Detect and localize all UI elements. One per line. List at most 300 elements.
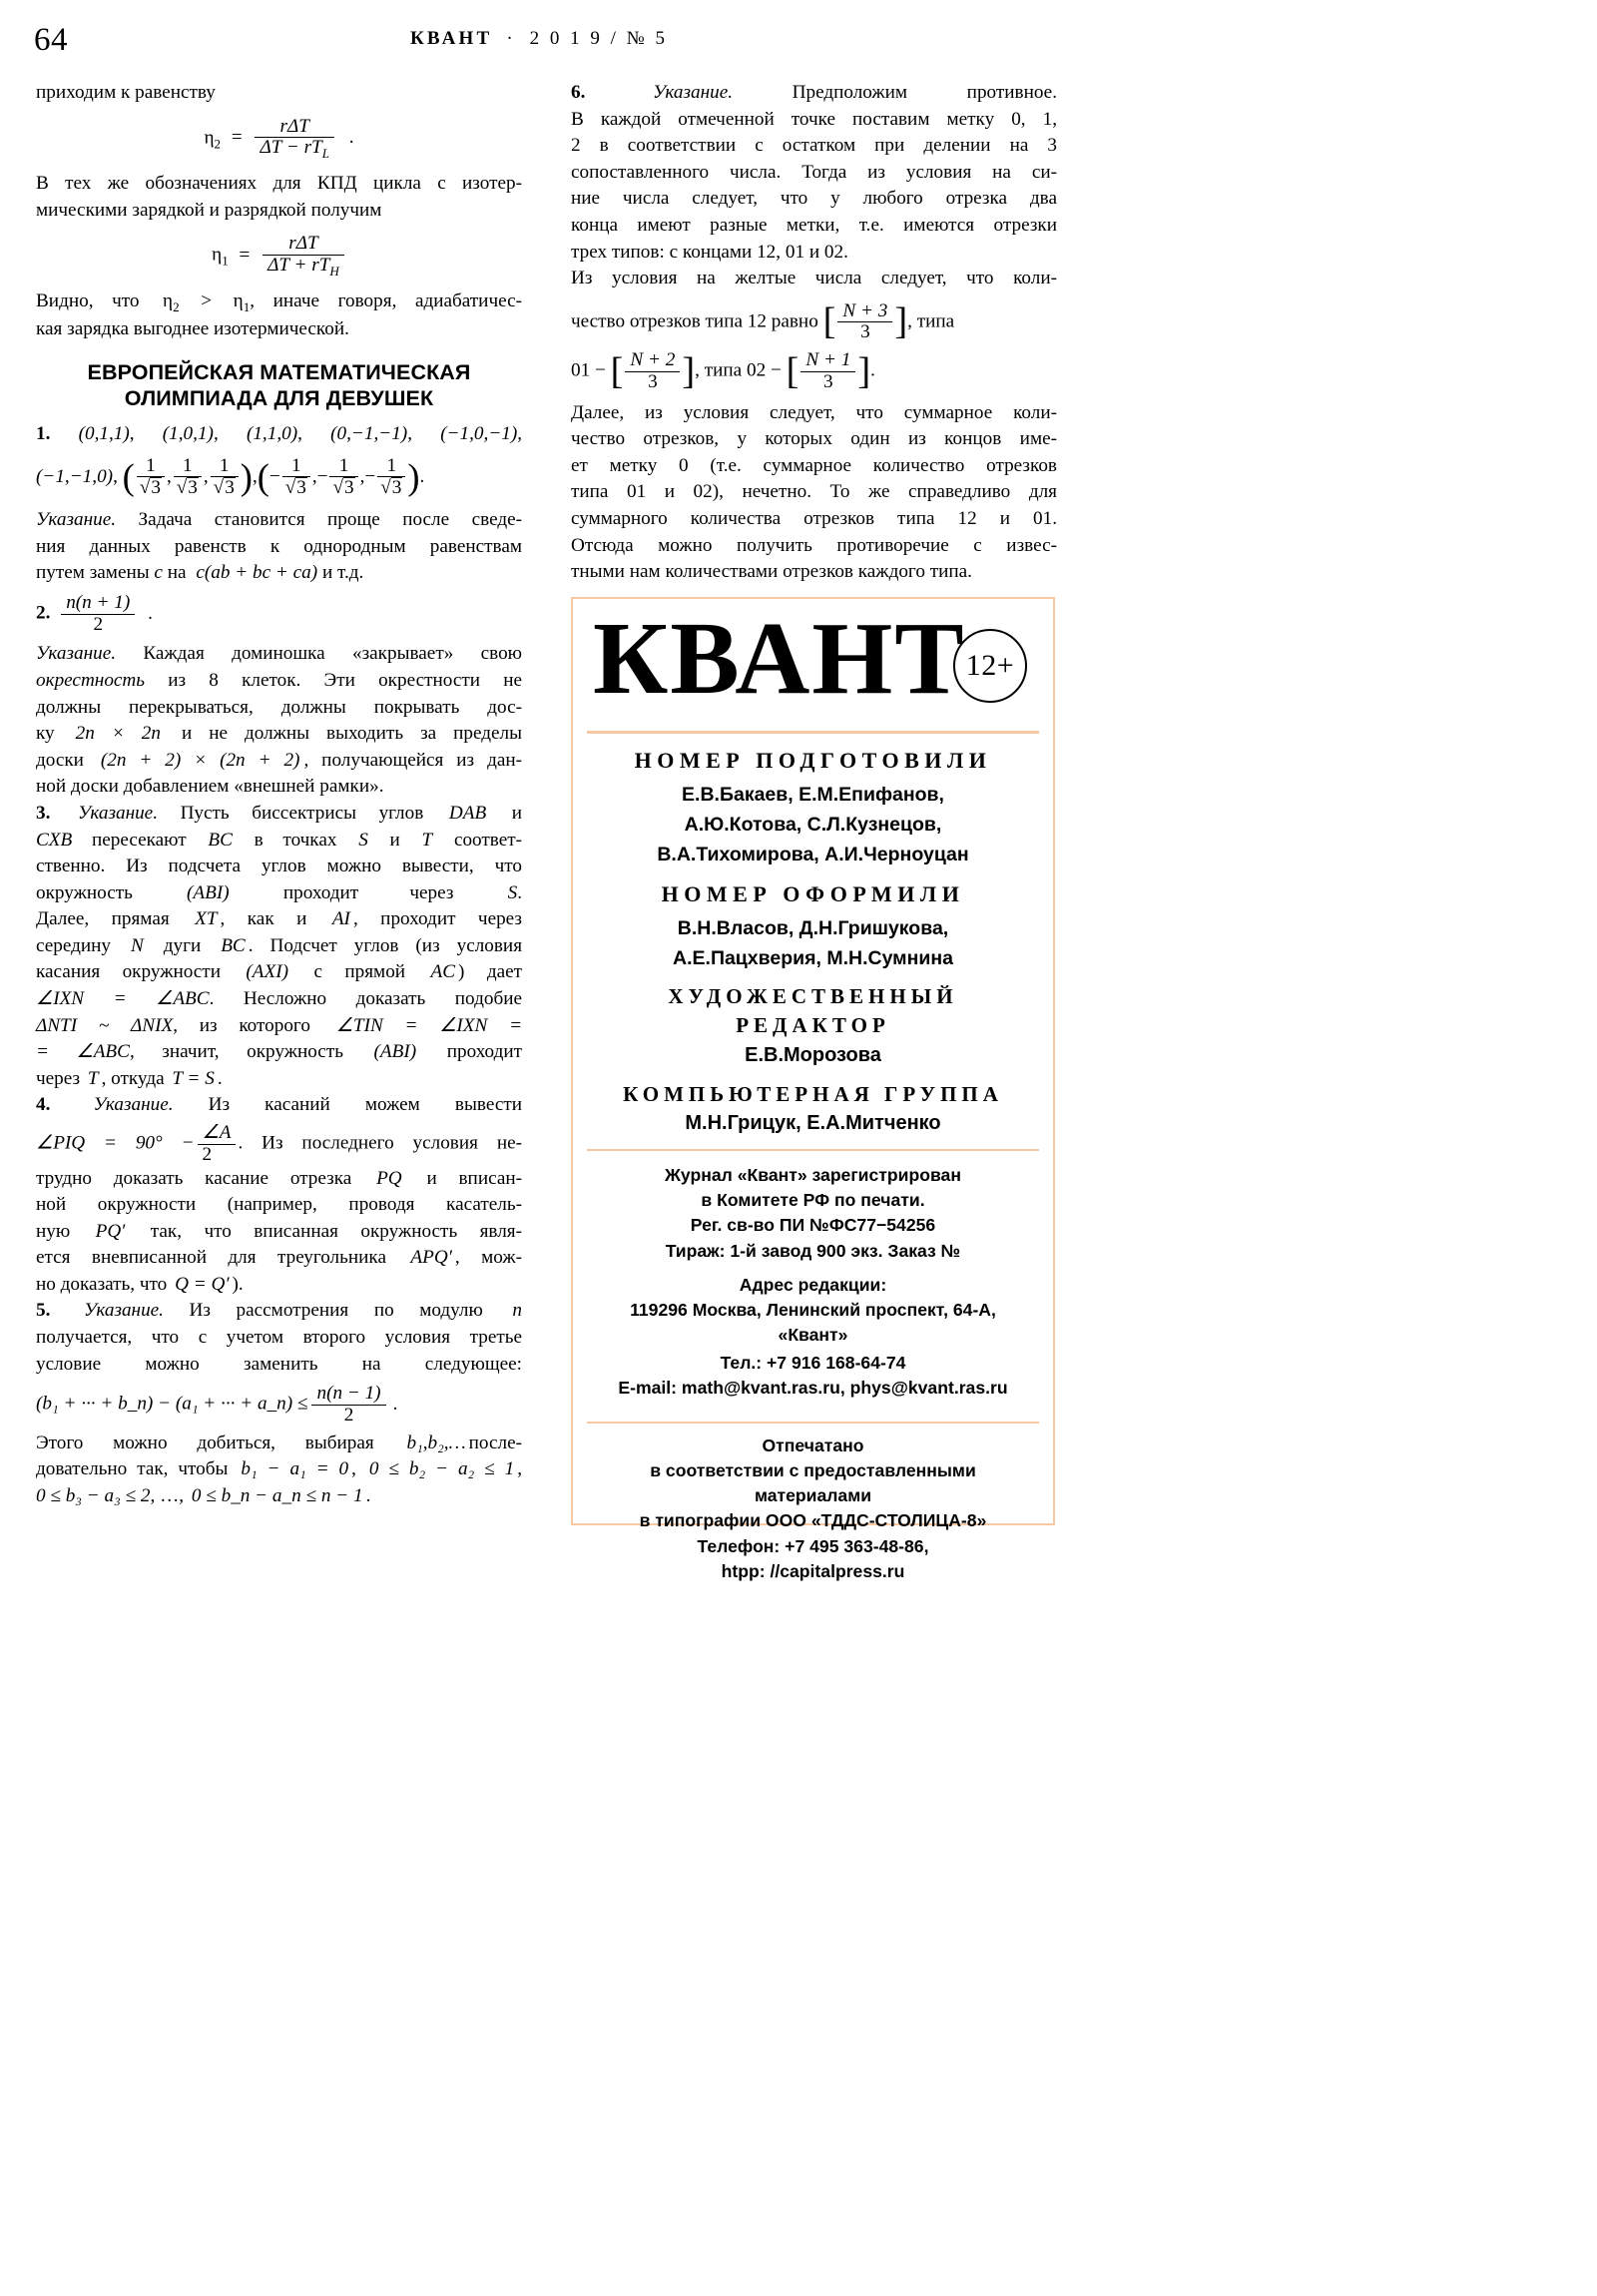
frac-1c [211, 456, 239, 499]
hint-2-t2: из 8 клеток. Эти окрестности не [145, 669, 522, 691]
eta2-den-sub: L [321, 146, 329, 162]
hint-2-окрестность: окрестность [36, 669, 146, 691]
running-head-journal: КВАНТ [409, 28, 493, 49]
p3-l4b: проходит через [282, 881, 454, 903]
prepared-name-0: Е.В.Бакаев, Е.М.Епифанов, [682, 783, 944, 806]
p4-f-num-a: A [219, 1122, 232, 1144]
formula-eta2 [36, 117, 522, 162]
p5-f-left: (b₁ + ··· + b_n) − (a₁ + ··· + a_n) ≤ [36, 1393, 308, 1415]
p6-l10a: 01 − [571, 359, 606, 381]
address-line-1: «Квант» [778, 1325, 848, 1346]
hint-1-l3a: путем замены [36, 562, 150, 584]
masthead-title: КВАНТ [593, 601, 966, 716]
close-bracket-2: ] [682, 349, 696, 392]
p6-frac-3 [800, 350, 855, 392]
eta2-equals: = [231, 127, 243, 149]
p6-l10b: , типа 02 − [695, 359, 782, 381]
frac-1a [137, 456, 165, 499]
eta1-subscript: 1 [222, 254, 229, 269]
running-head [0, 28, 1078, 50]
p6-l9b: , типа [907, 310, 955, 332]
sqrt-1c-arg: 3 [225, 477, 235, 499]
conclusion-gt: > [201, 290, 213, 312]
frac-2c [377, 456, 405, 499]
problem-2-hint-line3: должны перекрываться, должны покрывать дос- [36, 696, 522, 718]
open-bracket-1: [ [822, 300, 836, 343]
p5-l1a: Из рассмотрения по модулю [163, 1300, 483, 1322]
problem-3-line4 [36, 880, 522, 907]
computer-group-names: М.Н.Грицук, Е.А.Митченко [685, 1111, 941, 1134]
problem-5-line6 [36, 1483, 522, 1510]
hint-2-l4a: ку [36, 723, 55, 745]
p3-l6a: середину [36, 934, 112, 956]
p5-m6: 0 ≤ b_n − a_n ≤ n − 1 [191, 1484, 363, 1506]
p6-f1-den: 3 [860, 321, 870, 343]
p6-f2-den: 3 [648, 370, 658, 392]
hint-1-end: и т.д. [321, 562, 364, 584]
p4-l5b: так, что вписанная окружность явля- [150, 1220, 523, 1242]
eta1-fraction [263, 234, 344, 279]
paragraph-conclusion-line2: кая зарядка выгоднее изотермической. [36, 318, 349, 339]
sqrt-2b-sign: √ [332, 477, 343, 499]
left-column [36, 80, 522, 1510]
conclusion-eta1-sub: 1 [243, 298, 251, 314]
problem-5-formula [36, 1384, 522, 1426]
frac-2a-den [282, 477, 310, 499]
problem-3-line6 [36, 933, 522, 960]
art-editor-heading-line1: ХУДОЖЕСТВЕННЫЙ [668, 984, 958, 1009]
hint-2-l4b: и не должны выходить за пределы [181, 723, 523, 745]
sqrt-2c-arg: 3 [391, 477, 402, 499]
problem-2-hint-line1 [36, 641, 522, 668]
p5-l4a: Этого можно добиться, выбирая [36, 1432, 374, 1453]
p3-l1a: Пусть биссектрисы углов [158, 802, 424, 824]
sqrt-1a-sign: √ [139, 477, 151, 499]
problem-6-line7: трех типов: с концами 12, 01 и 02. [571, 241, 848, 263]
sep4: , [407, 423, 412, 445]
divider-1 [587, 731, 1039, 734]
p6-f3-den: 3 [823, 370, 833, 392]
sqrt-1b-sign: √ [176, 477, 188, 499]
p3-m2: CXB [36, 829, 73, 851]
problem-2-hint-line4 [36, 721, 522, 748]
p3-l7c: ) дает [458, 961, 523, 983]
p3-l9a: , из которого [173, 1014, 310, 1036]
problem-6-line13: ет метку 0 (т.е. суммарное количество отрезков [571, 454, 1057, 476]
problem-1-tuple-2: (1,1,0) [246, 423, 298, 445]
problem-3-line3: ственно. Из подсчета углов можно вывести, что [36, 856, 522, 877]
p4-m3: APQ′ [410, 1247, 452, 1269]
hint-label-6: Указание. [653, 82, 734, 103]
p3-m19: T [87, 1067, 99, 1089]
printed-line-0: Отпечатано [762, 1435, 864, 1456]
eta1-numerator: rΔT [263, 234, 344, 256]
problem-4-line3 [36, 1166, 522, 1193]
p3-m8: XT [195, 908, 218, 930]
email-line[interactable]: E-mail: math@kvant.ras.ru, phys@kvant.ras.ru [618, 1378, 1008, 1399]
problem-6-number: 6. [571, 82, 586, 103]
p3-m20: T = S [172, 1067, 215, 1089]
hint-label-5: Указание. [83, 1300, 164, 1322]
problem-6-line12: чество отрезков, у которых один из концов име- [571, 428, 1057, 450]
conclusion-text-b: , иначе говоря, адиабатичес- [250, 290, 523, 312]
designed-name-1: А.Е.Пацхверия, М.Н.Сумнина [673, 947, 953, 969]
p4-l7a: но доказать, что [36, 1273, 168, 1295]
problem-3-line5 [36, 906, 522, 933]
open-bracket-3: [ [786, 349, 799, 392]
p3-l7a: касания окружности [36, 961, 221, 983]
problem-6-line6: конца имеют разные метки, т.е. имеются отрезки [571, 214, 1057, 236]
p3-l6b: дуги [163, 934, 202, 956]
eta2-symbol: η [204, 127, 215, 149]
conclusion-eta2: η [163, 290, 174, 312]
sqrt-2a [285, 477, 307, 499]
formula-eta1 [36, 234, 522, 279]
problem-3-line2 [36, 828, 522, 855]
p5-m5: 0 ≤ b₃ − a₃ ≤ 2 [36, 1484, 151, 1506]
problem-2-fraction [61, 593, 135, 635]
minus-2b: − [316, 465, 328, 487]
p3-l11b: , откуда [101, 1067, 165, 1089]
p5-m2: b₁,b₂,… [406, 1432, 466, 1453]
p5-m3: b₁ − a₁ = 0 [241, 1458, 349, 1480]
hint-label-4: Указание. [93, 1094, 174, 1116]
problem-5-line3: условие можно заменить на следующее: [36, 1353, 522, 1375]
p5-f-period: . [392, 1393, 398, 1415]
hint-1-c: c [154, 562, 163, 584]
frac-1b-den [174, 477, 202, 499]
sep5: , [517, 423, 523, 445]
hint-1-na: на [167, 562, 187, 584]
p6-f2-num: N + 2 [625, 350, 680, 372]
sepd: , [311, 465, 317, 487]
prob1-period: . [419, 465, 425, 487]
designed-name-0: В.Н.Власов, Д.Н.Гришукова, [677, 916, 949, 939]
p6-frac-1 [837, 301, 892, 343]
p3-l5b: , как и [220, 908, 307, 930]
p3-m10: N [130, 934, 144, 956]
sqrt-2c [380, 477, 402, 499]
problem-6-line4: сопоставленного числа. Тогда из условия на си- [571, 161, 1057, 183]
close-paren-1: ) [240, 456, 253, 498]
problem-4-line4: ной окружности (например, проводя касатель- [36, 1194, 522, 1216]
frac-1b [174, 456, 202, 499]
problem-2-period: . [148, 602, 153, 624]
hint-2-m1: 2n × 2n [75, 723, 161, 745]
p3-m4: S [358, 829, 368, 851]
problem-3-line11 [36, 1066, 522, 1093]
printed-block [573, 1424, 1053, 1594]
paragraph-after-eta2-line2: мическими зарядкой и разрядкой получим [36, 199, 382, 221]
p3-l2a: пересекают [91, 829, 187, 851]
art-editor-name: Е.В.Морозова [745, 1043, 881, 1066]
problem-6-formula-line2 [571, 350, 1057, 392]
eta2-fraction [255, 117, 334, 162]
problem-5-line4 [36, 1431, 522, 1457]
p5-l5a: довательно так, чтобы [36, 1458, 229, 1480]
hint-1-text1: Задача становится проще после сведе- [116, 509, 522, 531]
problem-3-number: 3. [36, 802, 51, 824]
eta1-symbol: η [212, 245, 223, 267]
p3-l8a: . Несложно доказать подобие [209, 988, 523, 1010]
p3-l6c: . Подсчет углов (из условия [248, 934, 523, 956]
problem-6-line17: тными нам количествами отрезков каждого типа. [571, 561, 972, 583]
sep6: , [113, 465, 118, 487]
registration-line-3: Тираж: 1-й завод 900 экз. Заказ № [665, 1240, 961, 1261]
frac-1b-num: 1 [174, 456, 202, 478]
section-heading-line1: ЕВРОПЕЙСКАЯ МАТЕМАТИЧЕСКАЯ [87, 359, 471, 384]
problem-6-line15: суммарного количества отрезков типа 12 и 01. [571, 508, 1057, 530]
eta2-denominator [255, 138, 334, 161]
right-column [571, 80, 1057, 586]
problem-3-line9 [36, 1013, 522, 1040]
problem-6-line8: Из условия на желтые числа следует, что коли- [571, 268, 1057, 289]
hint-1-expr-open: c( [196, 562, 212, 584]
p4-l3b: и вписан- [426, 1167, 523, 1189]
sepe: , [359, 465, 365, 487]
section-heading [36, 359, 522, 411]
problem-1-tuple-4: (−1,0,−1) [440, 423, 518, 445]
p6-frac-2 [625, 350, 680, 392]
eta1-den-main: ΔT + rT [267, 255, 330, 277]
sepb: , [203, 465, 209, 487]
p4-l1: Из касаний можем вывести [173, 1094, 522, 1116]
p3-m18: (ABI) [373, 1041, 417, 1063]
problem-4-line5 [36, 1219, 522, 1246]
frac-1c-num: 1 [211, 456, 239, 478]
problem-6-line14: типа 01 и 02), нечетно. То же справедливо для [571, 481, 1057, 503]
p5-l6b: . [365, 1484, 371, 1506]
frac-2c-den [377, 477, 405, 499]
p5-m1: n [512, 1300, 522, 1322]
problem-4-line7 [36, 1272, 522, 1299]
sepc: , [252, 465, 258, 487]
p4-l6b: , мож- [454, 1247, 523, 1269]
p3-l2c: и [389, 829, 400, 851]
printed-line-5[interactable]: htpp: //capitalpress.ru [721, 1560, 905, 1581]
hint-label-3: Указание. [77, 802, 158, 824]
open-paren-2: ( [257, 456, 269, 498]
problem-4-line1 [36, 1092, 522, 1119]
frac-2b-num: 1 [329, 456, 357, 478]
paragraph-conclusion-line1 [36, 288, 522, 316]
hint-2-t1: Каждая доминошка «закрывает» свою [116, 643, 522, 665]
imprint-box [571, 597, 1055, 1581]
paragraph-intro: приходим к равенству [36, 82, 216, 103]
problem-6-line16: Отсюда можно получить противоречие с извес- [571, 534, 1057, 556]
masthead-area [573, 601, 1053, 721]
p4-f-den: 2 [202, 1143, 213, 1165]
hint-1-expr-body: ab + bc + ca [211, 562, 311, 584]
printed-line-2: материалами [754, 1485, 872, 1506]
eta1-den-sub: H [329, 264, 339, 279]
designed-heading: НОМЕР ОФОРМИЛИ [661, 880, 965, 906]
problem-6-line3: 2 в соответствии с остатком при делении на 3 [571, 135, 1057, 157]
p6-l9a: чество отрезков типа 12 равно [571, 310, 818, 332]
p3-m13: AC [430, 961, 456, 983]
problem-1-answer-line2 [36, 456, 522, 499]
registration-line-1: в Комитете РФ по печати. [701, 1190, 925, 1211]
problem-1-hint-line3 [36, 560, 522, 587]
p4-l5a: ную [36, 1220, 71, 1242]
p3-l4c: . [517, 881, 523, 903]
p3-l5a: Далее, прямая [36, 908, 170, 930]
problem-6-line1 [571, 80, 1057, 107]
problem-1-number: 1. [36, 423, 51, 445]
p5-l5c: , [351, 1458, 356, 1480]
p3-l5c: , проходит через [352, 908, 523, 930]
registration-block [573, 1151, 1053, 1411]
hint-2-m2: (2n + 2) × (2n + 2) [100, 749, 300, 771]
problem-5-line1 [36, 1298, 522, 1325]
p3-m1: DAB [448, 802, 487, 824]
problem-3-line7 [36, 959, 522, 986]
p3-l11a: через [36, 1067, 81, 1089]
age-rating-badge: 12+ [953, 629, 1027, 703]
problem-1-tuple-1: (1,0,1) [162, 423, 214, 445]
frac-2a [282, 456, 310, 499]
address-line-0: 119296 Москва, Ленинский проспект, 64-А, [630, 1299, 996, 1320]
problem-4-number: 4. [36, 1094, 51, 1116]
p4-l7b: ). [232, 1273, 244, 1295]
p4-angle: ∠ [202, 1122, 220, 1144]
sqrt-1c [214, 477, 236, 499]
problem-2-num: n(n + 1) [61, 593, 135, 615]
eta2-subscript: 2 [214, 136, 222, 152]
p3-m14: ∠IXN = ∠ABC [36, 988, 210, 1010]
p3-l2b: в точках [254, 829, 337, 851]
p5-fraction [311, 1384, 385, 1426]
p5-l6a: , …, [150, 1484, 185, 1506]
open-paren-1: ( [122, 456, 135, 498]
sqrt-2b-arg: 3 [344, 477, 354, 499]
sepa: , [166, 465, 172, 487]
registration-line-0: Журнал «Квант» зарегистрирован [665, 1165, 961, 1186]
close-bracket-1: ] [894, 300, 908, 343]
p3-m3: BC [208, 829, 233, 851]
p3-l4a: окружность [36, 881, 133, 903]
sep3: , [297, 423, 302, 445]
eta2-numerator: rΔT [255, 117, 334, 139]
minus-2a: − [268, 465, 280, 487]
sqrt-1b [177, 477, 199, 499]
problem-4-line2 [36, 1123, 522, 1165]
printed-line-1: в соответствии с предоставленными [650, 1460, 976, 1481]
eta1-equals: = [239, 245, 251, 267]
problem-6-line5: ние числа следует, что у любого отрезка два [571, 188, 1057, 210]
p6-l1: Предположим противное. [733, 82, 1057, 103]
problem-2-hint-line6: ной доски добавлением «внешней рамки». [36, 776, 384, 798]
sqrt-2b [332, 477, 354, 499]
p4-m2: PQ′ [95, 1220, 126, 1242]
problem-2-hint-line5 [36, 748, 522, 775]
sqrt-1a [140, 477, 162, 499]
p4-fraction [198, 1123, 237, 1165]
paragraph-after-eta2-line1: В тех же обозначениях для КПД цикла с изотер- [36, 173, 522, 195]
conclusion-text-a: Видно, что [36, 290, 140, 312]
p4-l2b: . Из последнего условия не- [238, 1132, 522, 1154]
problem-6-line11: Далее, из условия следует, что суммарное коли- [571, 401, 1057, 423]
p3-l7b: с прямой [313, 961, 406, 983]
open-bracket-2: [ [610, 349, 624, 392]
printed-line-4: Телефон: +7 495 363-48-86, [697, 1535, 929, 1556]
sqrt-1b-arg: 3 [188, 477, 198, 499]
minus-2c: − [364, 465, 376, 487]
p3-l11c: . [217, 1067, 223, 1089]
p3-m9: AI [331, 908, 350, 930]
p4-l6a: ется вневписанной для треугольника [36, 1247, 386, 1269]
p4-f-num [198, 1123, 237, 1145]
art-editor-heading-line2: РЕДАКТОР [736, 1013, 890, 1038]
frac-1a-den [137, 477, 165, 499]
frac-2b-den [329, 477, 357, 499]
hint-2-l5b: , получающейся из дан- [303, 749, 523, 771]
problem-1-hint-line2: ния данных равенств к однородным равенствам [36, 535, 522, 557]
problem-1-answer-line1 [36, 421, 522, 448]
sqrt-2a-arg: 3 [296, 477, 306, 499]
conclusion-eta1: η [233, 290, 244, 312]
frac-1a-num: 1 [137, 456, 165, 478]
eta2-period: . [348, 127, 354, 149]
problem-2-hint-line2 [36, 668, 522, 695]
problem-4-line6 [36, 1245, 522, 1272]
hint-1-expr-close: ) [310, 562, 318, 584]
phone-line: Тел.: +7 916 168-64-74 [720, 1353, 906, 1374]
problem-1-tuple-5: (−1,−1,0) [36, 465, 114, 487]
p5-m4: 0 ≤ b₂ − a₂ ≤ 1 [368, 1458, 515, 1480]
running-head-dot: · [506, 28, 516, 49]
p3-l2d: соответ- [453, 829, 523, 851]
p3-m6: (ABI) [187, 881, 230, 903]
sep1: , [129, 423, 135, 445]
p3-m15: ΔNTI ~ ΔNIX [36, 1014, 174, 1036]
p3-m11: BC [221, 934, 246, 956]
sqrt-1a-arg: 3 [151, 477, 161, 499]
close-paren-2: ) [407, 456, 420, 498]
sqrt-1c-sign: √ [213, 477, 225, 499]
page-number: 64 [34, 22, 68, 58]
computer-group-heading: КОМПЬЮТЕРНАЯ ГРУППА [623, 1081, 1003, 1106]
p6-f3-num: N + 1 [800, 350, 855, 372]
problem-2-answer [36, 593, 522, 635]
p3-m12: (AXI) [246, 961, 289, 983]
p5-f-num: n(n − 1) [311, 1384, 385, 1406]
p4-m1: PQ [376, 1167, 402, 1189]
p3-l10b: проходит [446, 1041, 523, 1063]
hint-2-l5a: доски [36, 749, 84, 771]
problem-5-number: 5. [36, 1300, 51, 1322]
p4-l3a: трудно доказать касание отрезка [36, 1167, 352, 1189]
sep2: , [213, 423, 219, 445]
problem-5-line5 [36, 1456, 522, 1483]
problem-2-den: 2 [93, 613, 104, 635]
conclusion-eta2-sub: 2 [173, 298, 180, 314]
problem-5-line2: получается, что с учетом второго условия третье [36, 1327, 522, 1349]
p5-f-den: 2 [343, 1404, 354, 1426]
eta2-den-main: ΔT − rT [260, 137, 322, 159]
problem-1-tuple-0: (0,1,1) [78, 423, 130, 445]
frac-1c-den [211, 477, 239, 499]
p3-m5: T [421, 829, 433, 851]
problem-2-number: 2. [36, 602, 51, 624]
hint-label-2: Указание. [36, 643, 117, 665]
frac-2c-num: 1 [377, 456, 405, 478]
prepared-name-1: А.Ю.Котова, С.Л.Кузнецов, [684, 813, 942, 836]
printed-line-3: в типографии ООО «ТДДС-СТОЛИЦА-8» [639, 1510, 987, 1531]
address-heading: Адрес редакции: [739, 1274, 887, 1295]
problem-3-line1 [36, 801, 522, 828]
p4-flhs: ∠PIQ = 90° − [36, 1132, 195, 1154]
